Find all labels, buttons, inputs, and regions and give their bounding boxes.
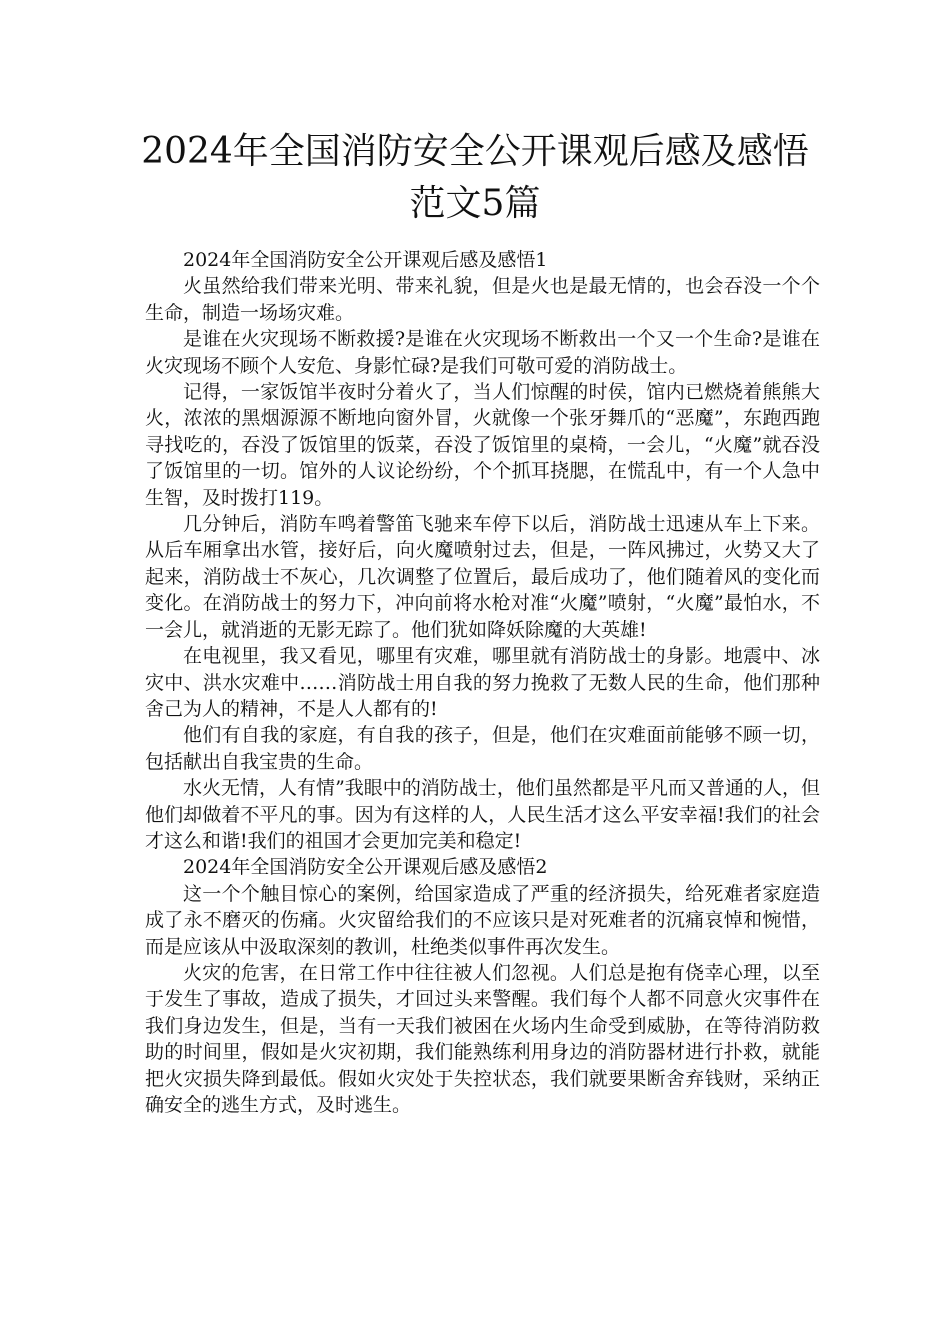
paragraph: 火灾的危害，在日常工作中往往被人们忽视。人们总是抱有侥幸心理，以至于发生了事故，造成了损失，才回过头来警醒。我们每个人都不同意火灾事件在我们身边发生，但是，当有一天我们被困在火场内生命受到威胁，在等待消防救助的时间里，假如是火灾初期，我们能熟练利用身边的消防器材进行扑救，就能把火灾损失降到最低。假如火灾处于失控状态，我们就要果断舍弃钱财，采纳正确安全的逃生方式，及时逃生。 [145,961,820,1116]
paragraph: 这一个个触目惊心的案例，给国家造成了严重的经济损失，给死难者家庭造成了永不磨灭的伤痛。火灾留给我们的不应该只是对死难者的沉痛哀悼和惋惜，而是应该从中汲取深刻的教训，杜绝类似事件再次发生。 [145,882,820,958]
paragraph: 几分钟后，消防车鸣着警笛飞驰来车停下以后，消防战士迅速从车上下来。从后车厢拿出水管，接好后，向火魔喷射过去，但是，一阵风拂过，火势又大了起来，消防战士不灰心，几次调整了位置后，最后成功了，他们随着风的变化而变化。在消防战士的努力下，冲向前将水枪对准“火魔”喷射，“火魔”最怕水，不一会儿，就消逝的无影无踪了。他们犹如降妖除魔的大英雄! [145,513,820,641]
document-body [145,247,820,1118]
paragraph: 是谁在火灾现场不断救援?是谁在火灾现场不断救出一个又一个生命?是谁在火灾现场不顾个人安危、身影忙碌?是我们可敬可爱的消防战士。 [145,328,820,377]
section-heading-1: 2024年全国消防安全公开课观后感及感悟1 [183,249,548,271]
paragraph: 记得，一家饭馆半夜时分着火了，当人们惊醒的时侯，馆内已燃烧着熊熊大火，浓浓的黑烟源源不断地向窗外冒，火就像一个张牙舞爪的“恶魔”，东跑西跑寻找吃的，吞没了饭馆里的饭菜，吞没了饭馆里的桌椅，一会儿，“火魔”就吞没了饭馆里的一切。馆外的人议论纷纷，个个抓耳挠腮，在慌乱中，有一个人急中生智，及时拨打119。 [145,381,820,509]
paragraph: 火虽然给我们带来光明、带来礼貌，但是火也是最无情的，也会吞没一个个生命，制造一场场灾难。 [145,275,820,324]
document-title-line-2: 范文5篇 [409,183,541,224]
document-title-line-1: 2024年全国消防安全公开课观后感及感悟 [141,131,809,172]
paragraph: 水火无情，人有情”我眼中的消防战士，他们虽然都是平凡而又普通的人，但他们却做着不平凡的事。因为有这样的人，人民生活才这么平安幸福!我们的社会才这么和谐!我们的祖国才会更加完美和稳定! [145,777,820,852]
paragraph: 在电视里，我又看见，哪里有灾难，哪里就有消防战士的身影。地震中、冰灾中、洪水灾难中……消防战士用自我的努力挽救了无数人民的生命，他们那种舍己为人的精神，不是人人都有的! [145,645,820,720]
paragraph: 他们有自我的家庭，有自我的孩子，但是，他们在灾难面前能够不顾一切，包括献出自我宝贵的生命。 [145,724,820,773]
section-heading-2: 2024年全国消防安全公开课观后感及感悟2 [183,856,548,879]
